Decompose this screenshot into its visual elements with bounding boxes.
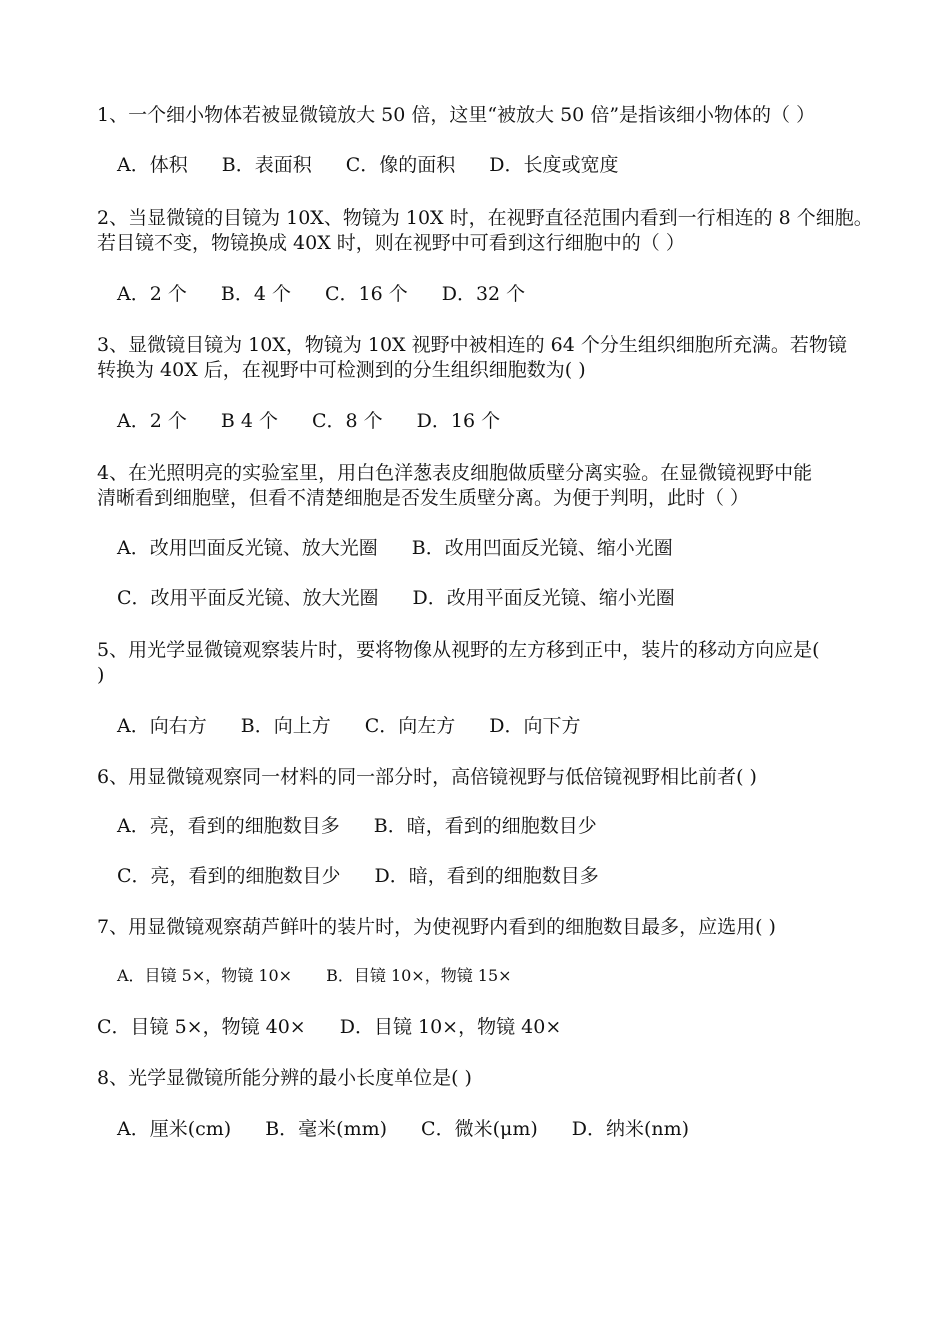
question-2-options: [117, 281, 525, 307]
option-b: B．表面积: [221, 154, 312, 176]
question-2-text-line-2: 若目镜不变，物镜换成 40X 时，则在视野中可看到这行细胞中的（ ）: [97, 232, 685, 254]
question-5-text-line-1: 5、用光学显微镜观察装片时，要将物像从视野的左方移到正中，装片的移动方向应是(: [97, 639, 820, 661]
option-d: D．32 个: [441, 283, 526, 305]
option-a: A．厘米(cm): [117, 1118, 232, 1140]
option-a: A．向右方: [117, 715, 207, 737]
option-d: D．向下方: [489, 715, 581, 737]
option-b: B．目镜 10×，物镜 15×: [326, 966, 512, 985]
option-a: A．改用凹面反光镜、放大光圈: [117, 537, 378, 559]
question-3-text-line-1: 3、显微镜目镜为 10X，物镜为 10X 视野中被相连的 64 个分生组织细胞所充满。若物镜: [97, 334, 847, 356]
question-7-options-row-2: [97, 1014, 561, 1040]
question-7-options-row-1: [117, 963, 512, 989]
option-b: B．4 个: [220, 283, 291, 305]
option-b: B 4 个: [220, 410, 278, 432]
option-c: C．亮，看到的细胞数目少: [117, 865, 341, 887]
option-b: B．向上方: [240, 715, 331, 737]
question-4-text-line-2: 清晰看到细胞壁，但看不清楚细胞是否发生质壁分离。为便于判明，此时（ ）: [97, 487, 750, 509]
option-c: C．微米(μm): [421, 1118, 538, 1140]
question-5-text-line-2: ): [97, 664, 105, 686]
question-4-text-line-1: 4、在光照明亮的实验室里，用白色洋葱表皮细胞做质壁分离实验。在显微镜视野中能: [97, 462, 813, 484]
option-c: C．像的面积: [345, 154, 456, 176]
option-c: C．目镜 5×，物镜 40×: [97, 1016, 306, 1038]
option-d: D．改用平面反光镜、缩小光圈: [412, 587, 675, 609]
question-1-text: 1、一个细小物体若被显微镜放大 50 倍，这里“被放大 50 倍”是指该细小物体的（ ）: [97, 104, 816, 126]
question-5-options: [117, 713, 580, 739]
option-d: D．暗，看到的细胞数目多: [374, 865, 599, 887]
question-6-options-row-1: [117, 813, 597, 839]
question-4-options-row-1: [117, 535, 673, 561]
option-b: B．改用凹面反光镜、缩小光圈: [411, 537, 673, 559]
option-c: C．改用平面反光镜、放大光圈: [117, 587, 379, 609]
question-7-text: 7、用显微镜观察葫芦鲜叶的装片时，为使视野内看到的细胞数目最多，应选用( ): [97, 916, 776, 938]
question-3-options: [117, 408, 500, 434]
question-1-options: [117, 152, 618, 178]
question-6-text: 6、用显微镜观察同一材料的同一部分时，高倍镜视野与低倍镜视野相比前者( ): [97, 766, 757, 788]
option-a: A．2 个: [117, 283, 187, 305]
option-b: B．暗，看到的细胞数目少: [373, 815, 597, 837]
option-c: C．向左方: [364, 715, 456, 737]
question-8-text: 8、光学显微镜所能分辨的最小长度单位是( ): [97, 1067, 472, 1089]
question-3-text-line-2: 转换为 40X 后，在视野中可检测到的分生组织细胞数为( ): [97, 359, 586, 381]
question-4-options-row-2: [117, 585, 675, 611]
option-c: C．8 个: [312, 410, 383, 432]
option-d: D．目镜 10×，物镜 40×: [339, 1016, 562, 1038]
option-a: A．亮，看到的细胞数目多: [117, 815, 340, 837]
question-8-options: [117, 1116, 689, 1142]
option-a: A．体积: [117, 154, 188, 176]
option-d: D．16 个: [416, 410, 501, 432]
option-c: C．16 个: [324, 283, 408, 305]
option-b: B．毫米(mm): [265, 1118, 388, 1140]
question-6-options-row-2: [117, 863, 599, 889]
question-2-text-line-1: 2、当显微镜的目镜为 10X、物镜为 10X 时，在视野直径范围内看到一行相连的 8 个细胞。: [97, 207, 873, 229]
option-d: D．纳米(nm): [571, 1118, 690, 1140]
option-a: A．目镜 5×，物镜 10×: [117, 966, 293, 985]
option-a: A．2 个: [117, 410, 187, 432]
option-d: D．长度或宽度: [489, 154, 619, 176]
